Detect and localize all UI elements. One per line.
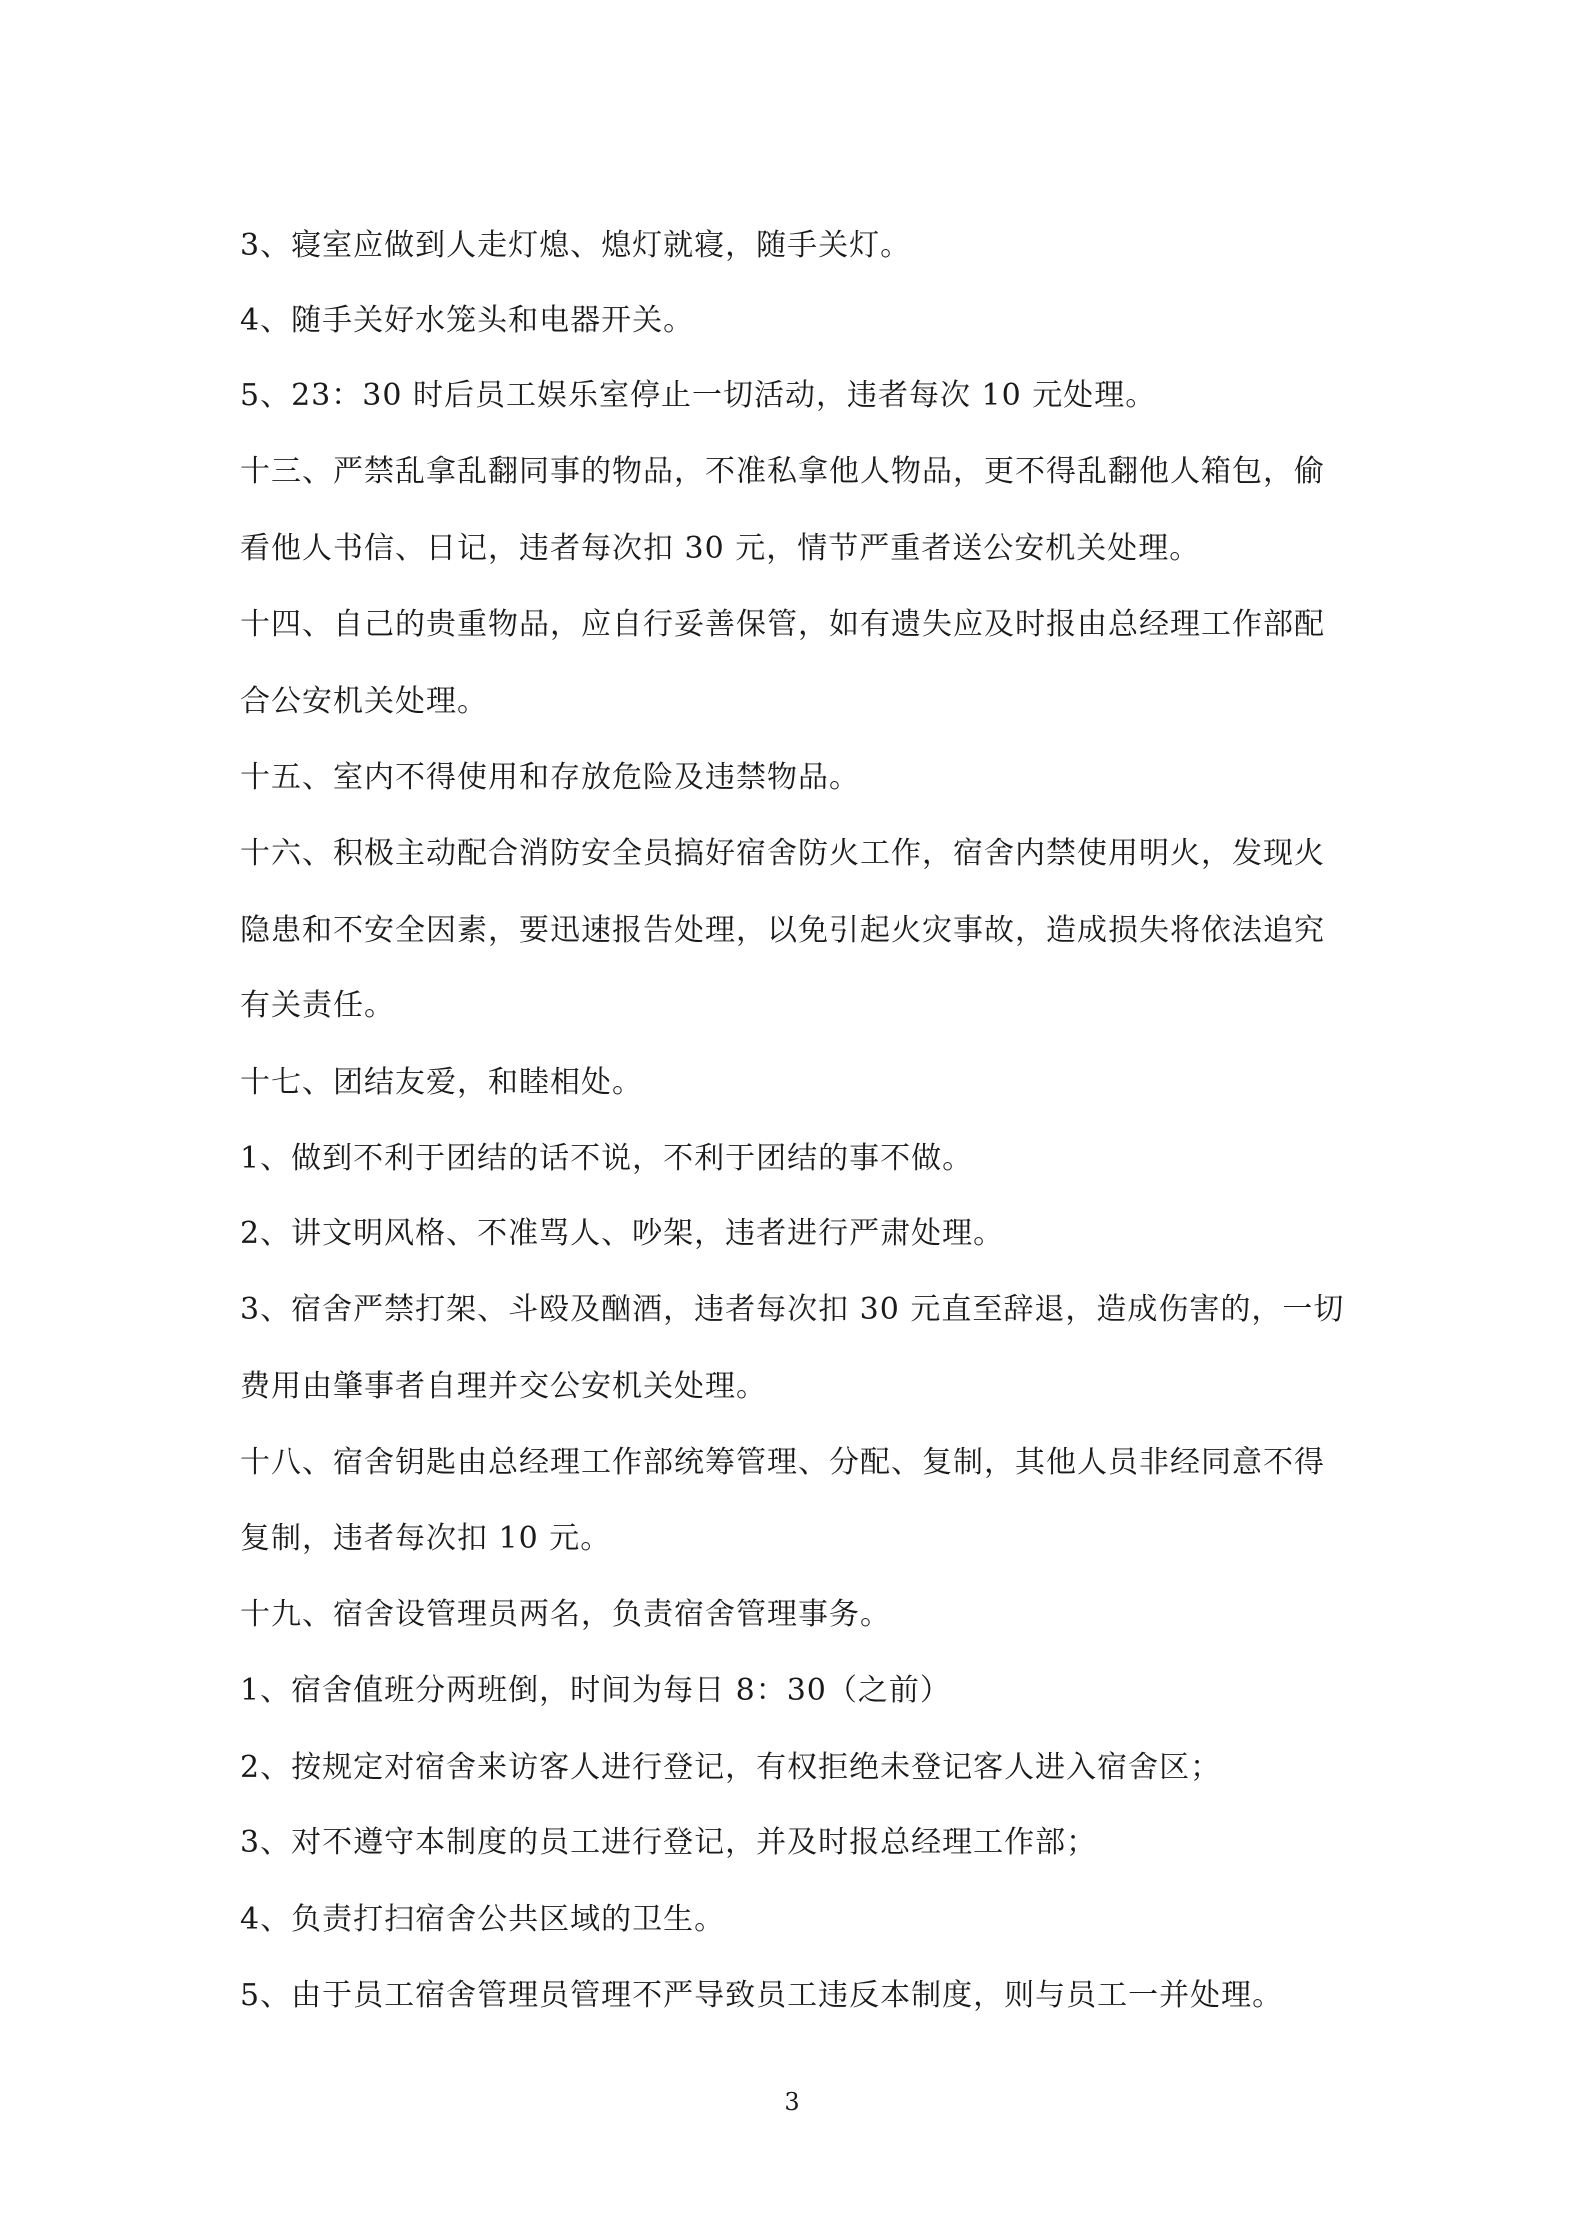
text-line: 十八、宿舍钥匙由总经理工作部统筹管理、分配、复制，其他人员非经同意不得 — [240, 1445, 1325, 1480]
text-line: 十三、严禁乱拿乱翻同事的物品，不准私拿他人物品，更不得乱翻他人箱包，偷 — [240, 454, 1325, 489]
text-line: 5、23：30 时后员工娱乐室停止一切活动，违者每次 10 元处理。 — [240, 378, 1157, 413]
text-line: 十四、自己的贵重物品，应自行妥善保管，如有遗失应及时报由总经理工作部配 — [240, 607, 1325, 642]
text-line: 十九、宿舍设管理员两名，负责宿舍管理事务。 — [240, 1597, 891, 1632]
text-line: 十六、积极主动配合消防安全员搞好宿舍防火工作，宿舍内禁使用明火，发现火 — [240, 836, 1325, 871]
text-line: 3、对不遵守本制度的员工进行登记，并及时报总经理工作部； — [240, 1825, 1098, 1860]
text-line: 1、做到不利于团结的话不说，不利于团结的事不做。 — [240, 1141, 974, 1176]
text-line: 看他人书信、日记，违者每次扣 30 元，情节严重者送公安机关处理。 — [240, 531, 1201, 566]
text-line: 合公安机关处理。 — [240, 684, 488, 719]
text-line: 3、宿舍严禁打架、斗殴及酗酒，违者每次扣 30 元直至辞退，造成伤害的，一切 — [240, 1292, 1345, 1327]
text-line: 十五、室内不得使用和存放危险及违禁物品。 — [240, 760, 860, 795]
text-line: 隐患和不安全因素，要迅速报告处理，以免引起火灾事故，造成损失将依法追究 — [240, 913, 1325, 948]
text-line: 复制，违者每次扣 10 元。 — [240, 1521, 612, 1556]
text-line: 4、随手关好水笼头和电器开关。 — [240, 303, 695, 338]
text-line: 3、寝室应做到人走灯熄、熄灯就寝，随手关灯。 — [240, 228, 912, 263]
text-line: 费用由肇事者自理并交公安机关处理。 — [240, 1369, 767, 1404]
text-line: 十七、团结友爱，和睦相处。 — [240, 1065, 643, 1100]
text-line: 1、宿舍值班分两班倒，时间为每日 8：30（之前） — [240, 1673, 951, 1708]
text-line: 4、负责打扫宿舍公共区域的卫生。 — [240, 1902, 726, 1937]
text-line: 5、由于员工宿舍管理员管理不严导致员工违反本制度，则与员工一并处理。 — [240, 1978, 1284, 2013]
text-line: 2、按规定对宿舍来访客人进行登记，有权拒绝未登记客人进入宿舍区； — [240, 1750, 1222, 1785]
page-number: 3 — [784, 2088, 800, 2116]
text-line: 有关责任。 — [240, 988, 395, 1023]
text-line: 2、讲文明风格、不准骂人、吵架，违者进行严肃处理。 — [240, 1216, 1005, 1251]
